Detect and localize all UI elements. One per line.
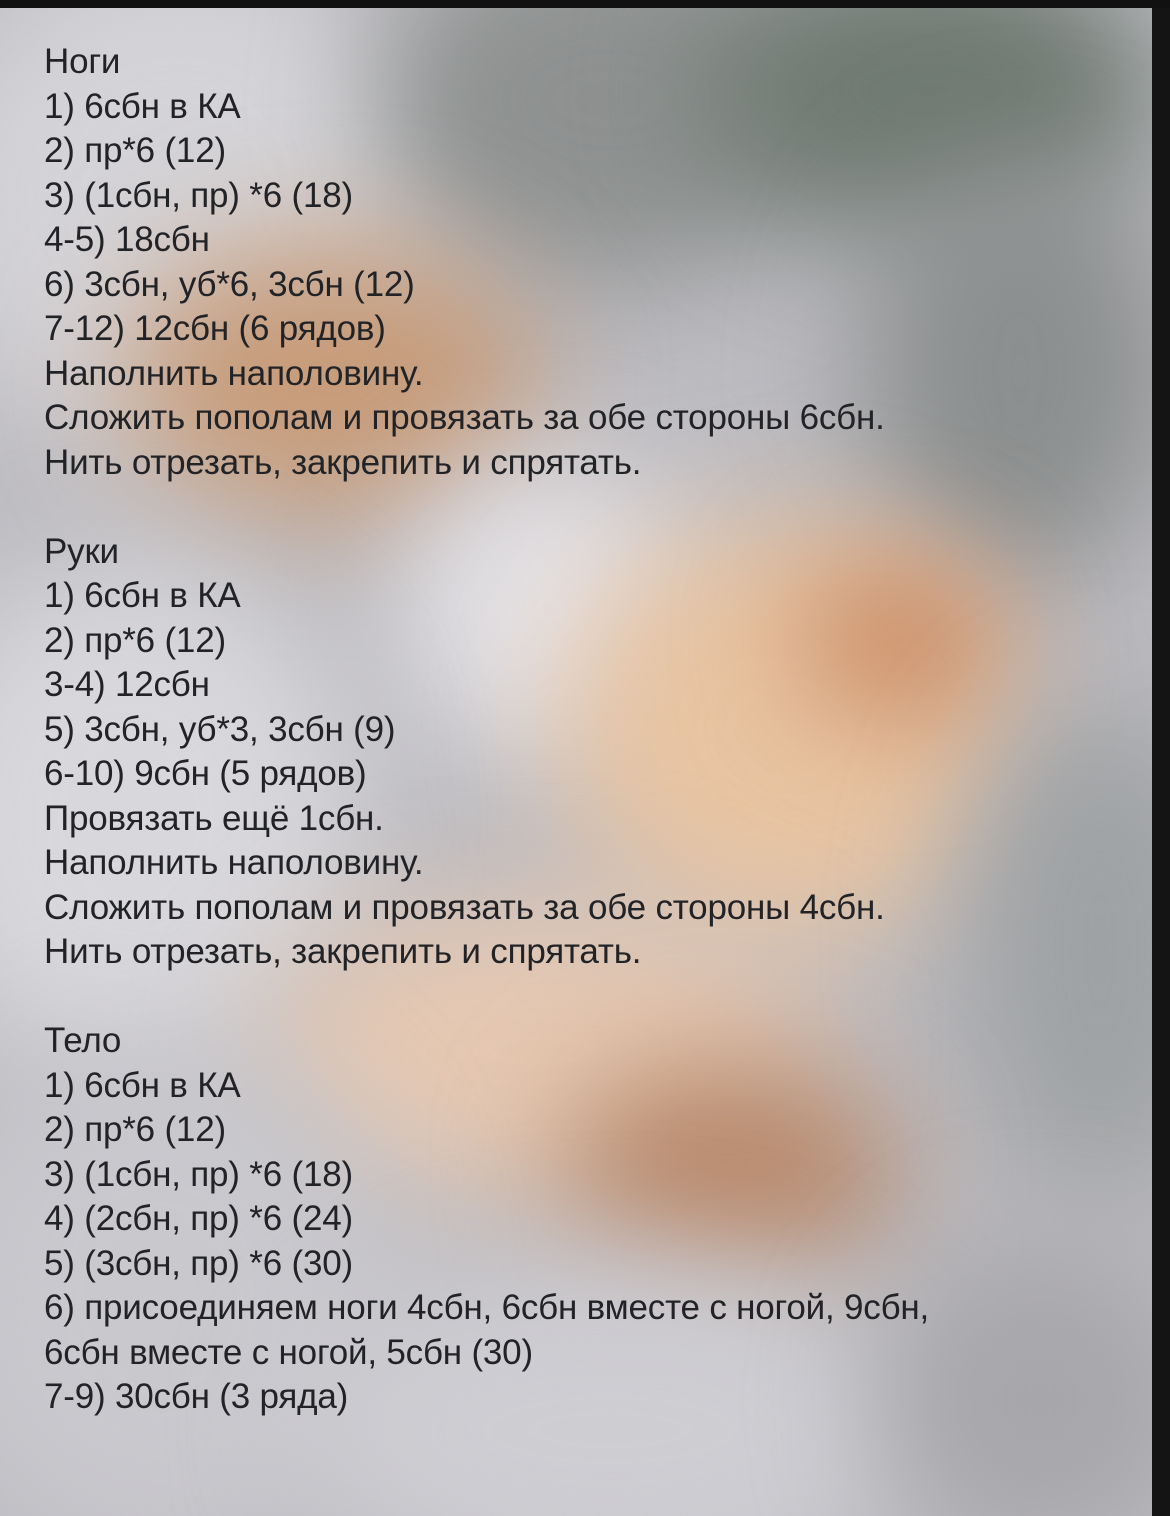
section-title: Тело <box>44 1021 122 1060</box>
pattern-line: 1) 6сбн в КА <box>44 86 241 126</box>
pattern-line: 3) (1сбн, пр) *6 (18) <box>44 1154 353 1194</box>
pattern-line: Сложить пополам и провязать за обе стороны 4сбн. <box>44 887 885 927</box>
pattern-line: 5) 3сбн, уб*3, 3сбн (9) <box>44 709 396 749</box>
pattern-line: 6сбн вместе с ногой, 5сбн (30) <box>44 1332 533 1372</box>
pattern-line: 3) (1сбн, пр) *6 (18) <box>44 175 353 215</box>
section-title: Руки <box>44 531 119 571</box>
pattern-line: 2) пр*6 (12) <box>44 131 226 170</box>
screen-edge <box>1152 0 1170 1516</box>
pattern-line: Нить отрезать, закрепить и спрятать. <box>44 932 642 971</box>
pattern-line: 3-4) 12сбн <box>44 665 210 704</box>
pattern-line: Провязать ещё 1сбн. <box>44 798 384 838</box>
pattern-line: 1) 6сбн в КА <box>44 576 241 615</box>
screen-edge <box>0 0 1170 8</box>
pattern-line: 1) 6сбн в КА <box>44 1065 241 1105</box>
pattern-line: 4) (2сбн, пр) *6 (24) <box>44 1199 353 1238</box>
pattern-line: 2) пр*6 (12) <box>44 1110 226 1149</box>
pattern-line: 6) присоединяем ноги 4сбн, 6сбн вместе с ногой, 9сбн, <box>44 1288 930 1327</box>
pattern-line: Наполнить наполовину. <box>44 843 424 882</box>
pattern-section <box>44 530 1104 975</box>
pattern-line: Сложить пополам и провязать за обе стороны 6сбн. <box>44 398 885 437</box>
pattern-line: 5) (3сбн, пр) *6 (30) <box>44 1243 353 1283</box>
crochet-pattern-text <box>44 40 1104 1420</box>
section-title: Ноги <box>44 42 121 81</box>
pattern-line: 4-5) 18сбн <box>44 220 210 259</box>
pattern-section <box>44 1019 1104 1420</box>
pattern-line: Наполнить наполовину. <box>44 353 424 393</box>
pattern-section <box>44 40 1104 485</box>
pattern-line: 7-9) 30сбн (3 ряда) <box>44 1377 349 1416</box>
pattern-line: 7-12) 12сбн (6 рядов) <box>44 309 386 348</box>
pattern-line: 6-10) 9сбн (5 рядов) <box>44 754 367 793</box>
pattern-line: 2) пр*6 (12) <box>44 620 226 660</box>
pattern-line: 6) 3сбн, уб*6, 3сбн (12) <box>44 264 415 304</box>
pattern-line: Нить отрезать, закрепить и спрятать. <box>44 442 642 482</box>
